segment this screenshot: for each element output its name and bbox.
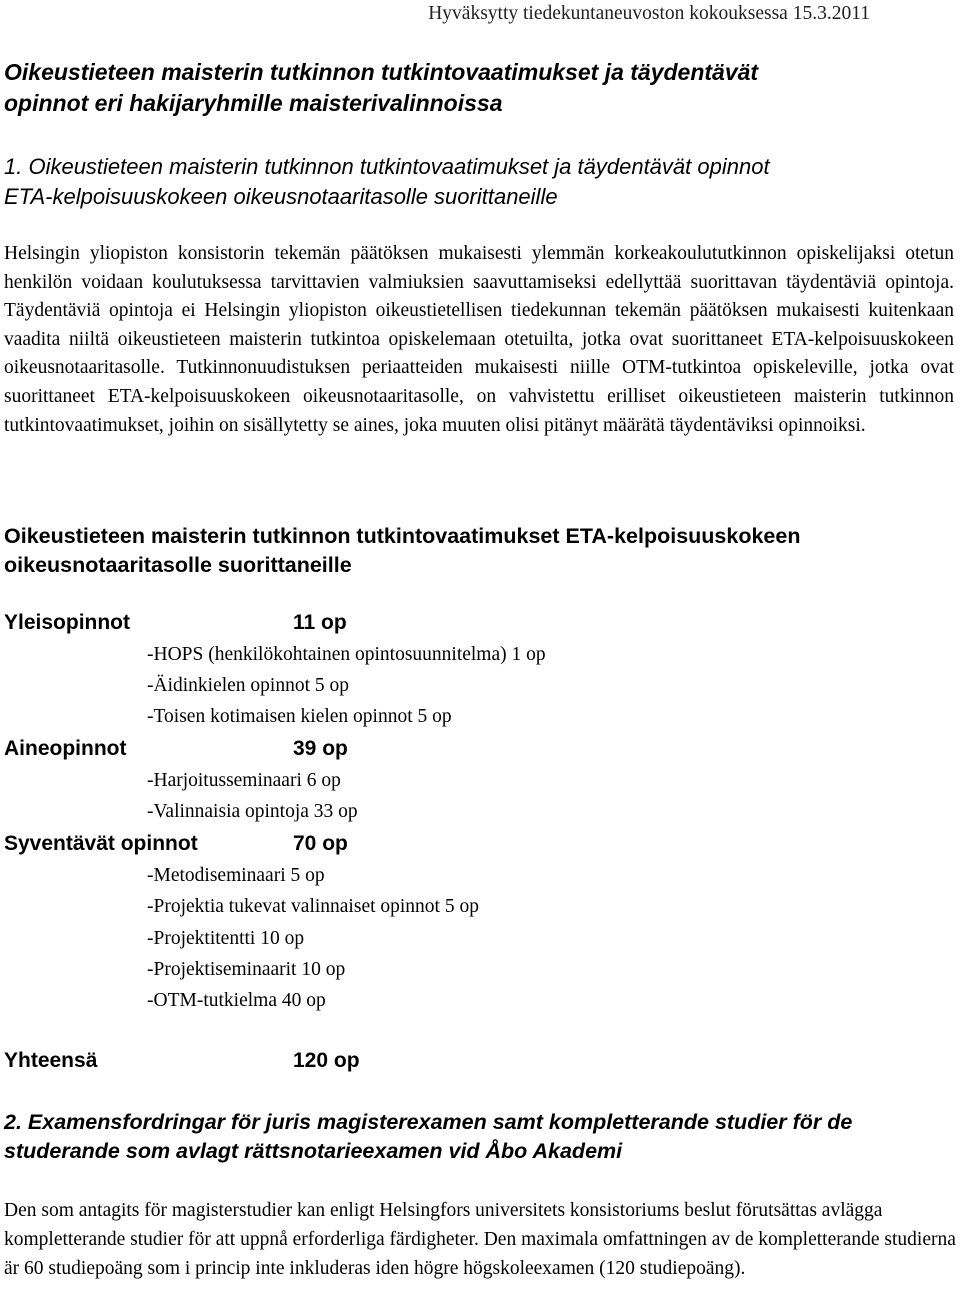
section-2-heading-line-2: studerande som avlagt rättsnotarieexamen vid Åbo Akademi bbox=[4, 1139, 623, 1163]
group-name-yleisopinnot: Yleisopinnot bbox=[4, 611, 130, 634]
total-label: Yhteensä bbox=[4, 1049, 98, 1072]
section-1-body bbox=[4, 240, 954, 440]
course-item: -Toisen kotimaisen kielen opinnot 5 op bbox=[147, 706, 452, 727]
course-item: -Valinnaisia opintoja 33 op bbox=[147, 801, 358, 822]
section-2-body bbox=[4, 1196, 956, 1283]
section-2-paragraph: Den som antagits för magisterstudier kan enligt Helsingfors universitets konsistoriums beslut förutsättas avlägga kompletterande studier för att uppnå erforderliga färdigheter. Den maximala omfattningen av de kompletterande studierna är 60 studiepoäng som i princip inte inkluderas iden högre högskoleexamen (120 studiepoäng). bbox=[4, 1200, 956, 1279]
group-name-syventavat-opinnot: Syventävät opinnot bbox=[4, 832, 198, 855]
course-item: -Projektiseminaarit 10 op bbox=[147, 959, 346, 980]
course-item: -Äidinkielen opinnot 5 op bbox=[147, 675, 350, 696]
course-item: -HOPS (henkilökohtainen opintosuunnitelma) 1 op bbox=[147, 644, 546, 665]
section-2-heading-line-1: 2. Examensfordringar för juris magisterexamen samt kompletterande studier för de bbox=[4, 1110, 853, 1134]
total-credits: 120 op bbox=[293, 1049, 360, 1072]
course-item: -Metodiseminaari 5 op bbox=[147, 865, 325, 886]
course-item: -Projektitentti 10 op bbox=[147, 928, 305, 949]
document-title-line-1: Oikeustieteen maisterin tutkinnon tutkintovaatimukset ja täydentävät bbox=[4, 59, 759, 85]
requirements-heading-line-2: oikeusnotaaritasolle suorittaneille bbox=[4, 553, 352, 577]
group-name-aineopinnot: Aineopinnot bbox=[4, 737, 127, 760]
section-1-heading-line-2: ETA-kelpoisuuskokeen oikeusnotaaritasolle suorittaneille bbox=[4, 184, 558, 209]
course-item: -Projektia tukevat valinnaiset opinnot 5 op bbox=[147, 896, 479, 917]
group-credits-syventavat-opinnot: 70 op bbox=[293, 832, 348, 855]
course-item: -Harjoitusseminaari 6 op bbox=[147, 770, 341, 791]
section-1-paragraph: Helsingin yliopiston konsistorin tekemän päätöksen mukaisesti ylemmän korkeakoulututkinnon opiskelijaksi otetun henkilön voidaan koulutuksessa tarvittavien valmiuksien saavuttamiseksi edellyttää suorittavan täydentäviä opintoja. Täydentäviä opintoja ei Helsingin yliopiston oikeustietellisen tiedekunnan tekemän päätöksen mukaisesti kuitenkaan vaadita niiltä oikeustieteen maisterin tutkintoa opiskelemaan otetuilta, jotka ovat suorittaneet ETA-kelpoisuuskokeen oikeusnotaaritasolle. Tutkinnonuudistuksen periaatteiden mukaisesti niille OTM-tutkintoa opiskeleville, jotka ovat suorittaneet ETA-kelpoisuuskokeen oikeusnotaaritasolle, on vahvistettu erilliset oikeustieteen maisterin tutkinnon tutkintovaatimukset, joihin on sisällytetty se aines, joka muuten olisi pitänyt määrätä täydentäviksi opinnoiksi. bbox=[4, 243, 954, 436]
approval-note: Hyväksytty tiedekuntaneuvoston kokouksessa 15.3.2011 bbox=[428, 3, 870, 24]
section-1-heading-line-1: 1. Oikeustieteen maisterin tutkinnon tutkintovaatimukset ja täydentävät opinnot bbox=[4, 154, 770, 179]
group-credits-yleisopinnot: 11 op bbox=[293, 611, 347, 634]
course-item: -OTM-tutkielma 40 op bbox=[147, 990, 326, 1011]
requirements-heading-line-1: Oikeustieteen maisterin tutkinnon tutkintovaatimukset ETA-kelpoisuuskokeen bbox=[4, 524, 801, 548]
document-title-line-2: opinnot eri hakijaryhmille maisterivalinnoissa bbox=[4, 90, 503, 116]
group-credits-aineopinnot: 39 op bbox=[293, 737, 348, 760]
